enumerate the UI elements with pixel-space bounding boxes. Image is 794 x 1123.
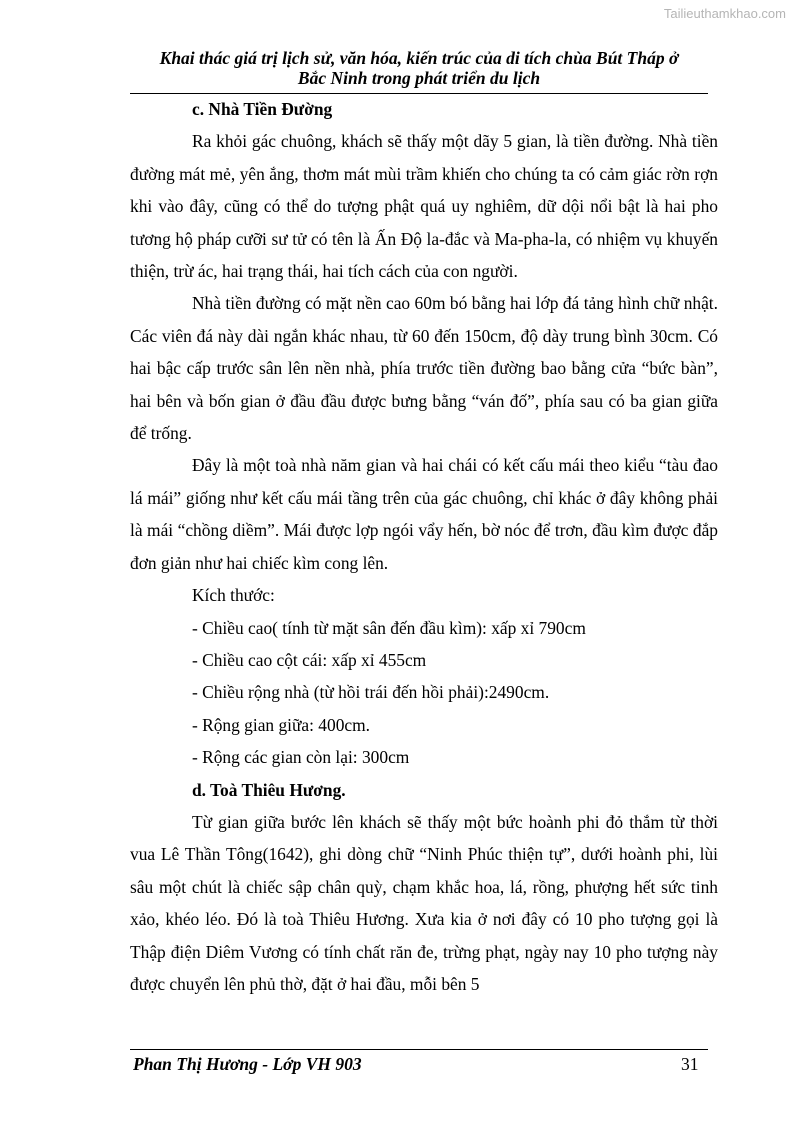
list-item: - Rộng gian giữa: 400cm. bbox=[192, 714, 370, 735]
section-heading-c: c. Nhà Tiền Đường bbox=[192, 99, 333, 119]
list-item: - Chiều cao cột cái: xấp xỉ 455cm bbox=[192, 649, 427, 670]
list-item: - Chiều rộng nhà (từ hồi trái đến hồi phải):2490cm. bbox=[192, 682, 550, 703]
paragraph: Từ gian giữa bước lên khách sẽ thấy một bức hoành phi đỏ thắm từ thời vua Lê Thần Tông(1642), ghi dòng chữ “Ninh Phúc thiện tự”, dưới hoành phi, lùi sâu một chút là chiếc sập chân quỳ, chạm khắc hoa, lá, rồng, phượng hết sức tinh xảo, khéo léo. Đó là toà Thiêu Hương. Xưa kia ở nơi đây có 10 pho tượng gọi là Thập điện Diêm Vương có tính chất răn đe, trừng phạt, ngày nay 10 pho tượng này được chuyển lên phủ thờ, đặt ở hai đầu, mỗi bên 5 bbox=[130, 811, 718, 994]
list-item: - Rộng các gian còn lại: 300cm bbox=[192, 747, 410, 768]
page-body bbox=[130, 93, 718, 1000]
section-heading-d: d. Toà Thiêu Hương. bbox=[192, 779, 346, 800]
dimensions-label: Kích thước: bbox=[192, 585, 275, 606]
paragraph: Ra khỏi gác chuông, khách sẽ thấy một dãy 5 gian, là tiền đường. Nhà tiền đường mát mẻ, yên ắng, thơm mát mùi trầm khiến cho chúng ta có cảm giác rờn rợn khi vào đây, cũng có thể do tượng phật quá uy nghiêm, dữ dội nổi bật là hai pho tương hộ pháp cưỡi sư tử có tên là Ấn Độ la-đắc và Ma-pha-la, có nhiệm vụ khuyến thiện, trừ ác, hai trạng thái, hai tích cách của con người. bbox=[130, 131, 718, 282]
watermark: Tailieuthamkhao.com bbox=[663, 6, 786, 21]
paragraph: Đây là một toà nhà năm gian và hai chái có kết cấu mái theo kiểu “tàu đao lá mái” giống như kết cấu mái tầng trên của gác chuông, chỉ khác ở đây không phải là mái “chồng diềm”. Mái được lợp ngói vẩy hến, bờ nóc để trơn, đầu kìm được đắp đơn giản như hai chiếc kìm cong lên. bbox=[130, 455, 718, 573]
footer-author: Phan Thị Hương - Lớp VH 903 bbox=[133, 1054, 362, 1074]
header-line-2: Bắc Ninh trong phát triển du lịch bbox=[297, 68, 541, 88]
running-header bbox=[130, 48, 708, 88]
header-line-1: Khai thác giá trị lịch sử, văn hóa, kiến trúc của di tích chùa Bút Tháp ở bbox=[159, 48, 679, 68]
footer-rule bbox=[130, 1049, 708, 1050]
page-number: 31 bbox=[681, 1054, 699, 1074]
list-item: - Chiều cao( tính từ mặt sân đến đầu kìm): xấp xỉ 790cm bbox=[192, 617, 586, 638]
paragraph: Nhà tiền đường có mặt nền cao 60m bó bằng hai lớp đá tảng hình chữ nhật. Các viên đá này dài ngắn khác nhau, từ 60 đến 150cm, độ dày trung bình 30cm. Có hai bậc cấp trước sân lên nền nhà, phía trước tiền đường bao bằng cửa “bức bàn”, hai bên và bốn gian ở đầu đầu được bưng bằng “ván đố”, phía sau có ba gian giữa để trống. bbox=[130, 293, 718, 444]
